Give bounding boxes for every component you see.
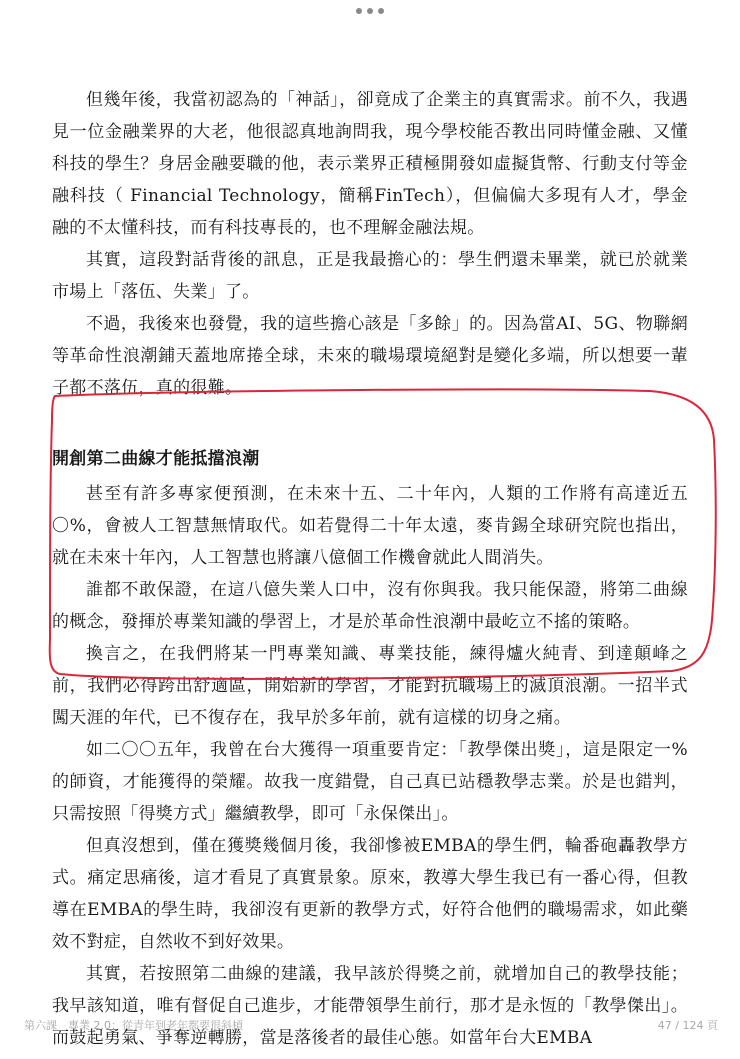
more-dots-icon <box>367 8 373 14</box>
more-dots-icon <box>378 8 384 14</box>
body-paragraph: 但幾年後，我當初認為的「神話」，卻竟成了企業主的真實需求。前不久，我遇見一位金融業界的大老，他很認真地詢問我，現今學校能否教出同時懂金融、又懂科技的學生？身居金融要職的他，表示業界正積極開發如虛擬貨幣、行動支付等金融科技（ Financial Technology，簡稱FinTech），但偏偏大多現有人才，學金融的不太懂科技，而有科技專長的，也不理解金融法規。 <box>52 90 688 238</box>
body-paragraph: 甚至有許多專家便預測，在未來十五、二十年內，人類的工作將有高達近五〇%，會被人工智慧無情取代。如若覺得二十年太遠，麥肯錫全球研究院也指出，就在未來十年內，人工智慧也將讓八億個工作機會就此人間消失。 <box>52 484 688 568</box>
section-heading: 開創第二曲線才能抵擋浪潮 <box>52 449 260 469</box>
more-options-button[interactable] <box>356 5 384 17</box>
body-paragraph: 誰都不敢保證，在這八億失業人口中，沒有你與我。我只能保證，將第二曲線的概念，發揮於專業知識的學習上，才是於革命性浪潮中最屹立不搖的策略。 <box>52 580 688 632</box>
body-paragraph: 換言之，在我們將某一門專業知識、專業技能，練得爐火純青、到達顛峰之前，我們必得跨出舒適區，開始新的學習，才能對抗職場上的滅頂浪潮。一招半式闖天涯的年代，已不復存在，我早於多年前，就有這樣的切身之痛。 <box>52 644 688 728</box>
body-paragraph: 不過，我後來也發覺，我的這些擔心該是「多餘」的。因為當AI、5G、物聯網等革命性浪潮鋪天蓋地席捲全球，未來的職場環境絕對是變化多端，所以想要一輩子都不落伍，真的很難。 <box>52 314 688 398</box>
page-total: 124 <box>682 1019 704 1032</box>
body-paragraph: 但真沒想到，僅在獲獎幾個月後，我卻慘被EMBA的學生們，輪番砲轟教學方式。痛定思痛後，這才看見了真實景象。原來，教導大學生我已有一番心得，但教導在EMBA的學生時，我卻沒有更新的教學方式，好符合他們的職場需求，如此藥效不對症，自然收不到好效果。 <box>52 836 688 952</box>
book-page <box>52 84 688 1054</box>
body-paragraph: 其實，若按照第二曲線的建議，我早該於得獎之前，就增加自己的教學技能；我早該知道，唯有督促自己進步，才能帶領學生前行，那才是永恆的「教學傑出」。而鼓起勇氣、爭奪逆轉勝，當是落後者的最佳心態。如當年台大EMBA <box>52 964 688 1048</box>
reader-footer <box>24 1016 718 1034</box>
page-current: 47 <box>657 1019 672 1032</box>
body-paragraph: 如二〇〇五年，我曾在台大獲得一項重要肯定：「教學傑出獎」，這是限定一%的師資，才能獲得的榮耀。故我一度錯覺，自己真已站穩教學志業。於是也錯判，只需按照「得獎方式」繼續教學，即可「永保傑出」。 <box>52 740 688 824</box>
more-dots-icon <box>356 8 362 14</box>
page-unit: 頁 <box>707 1019 718 1032</box>
chapter-title: 第六課 專業 2.0：從青年到老年都要很斜槓 <box>24 1019 243 1032</box>
page-indicator: 47 / 124 頁 <box>657 1019 718 1032</box>
body-paragraph: 其實，這段對話背後的訊息，正是我最擔心的：學生們還未畢業，就已於就業市場上「落伍、失業」了。 <box>52 250 688 302</box>
